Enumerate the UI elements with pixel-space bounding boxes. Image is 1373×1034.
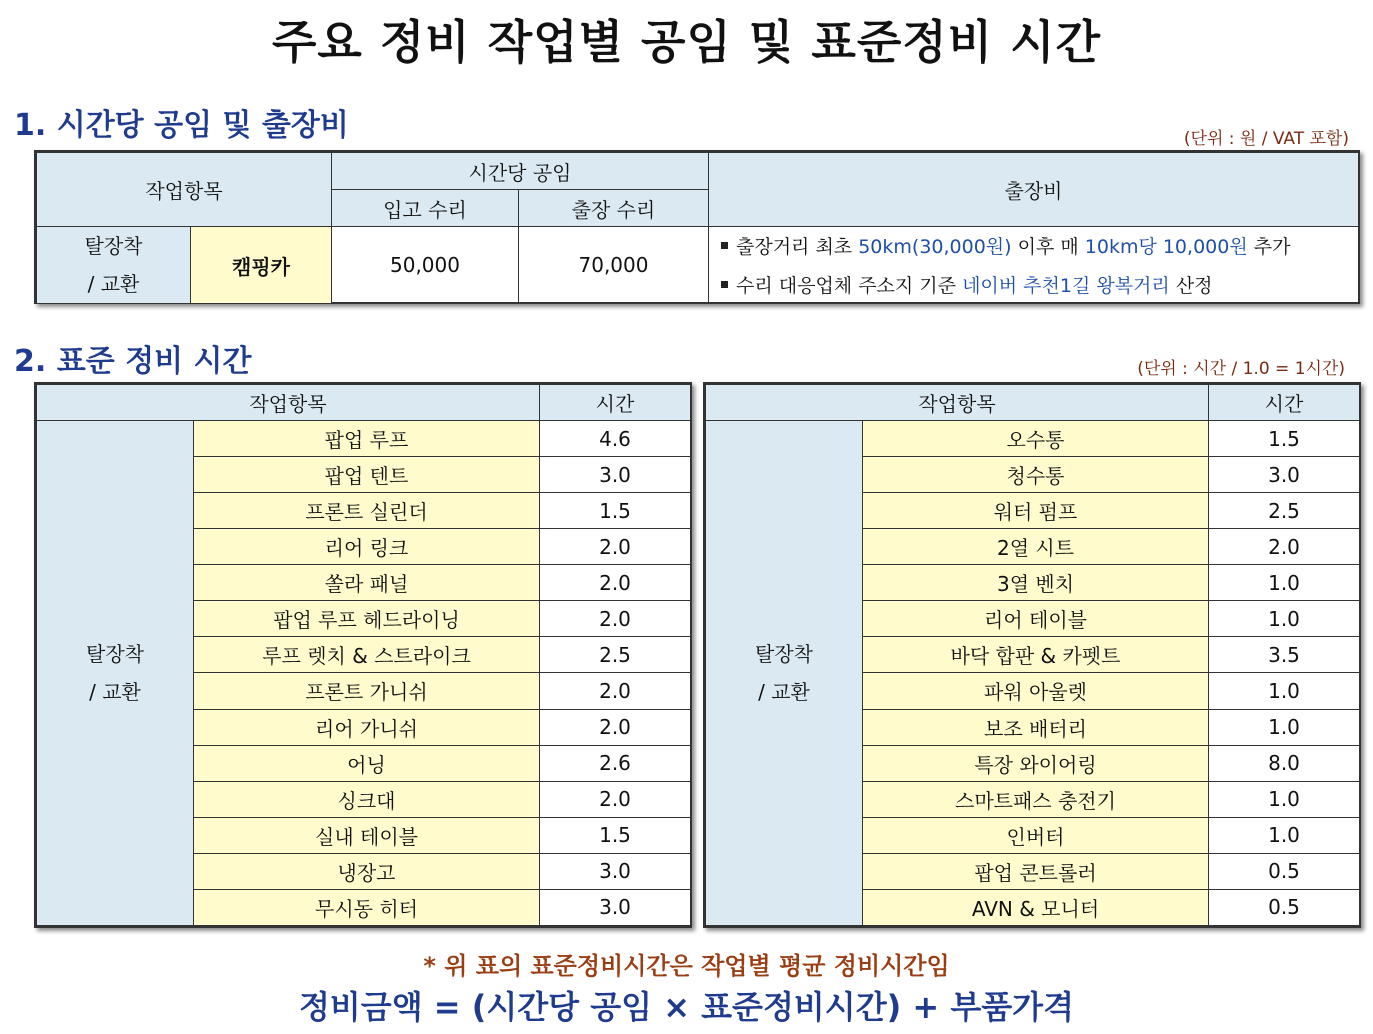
left-category-cell <box>37 421 194 926</box>
work-item-cell: 보조 배터리 <box>863 709 1209 745</box>
work-item-cell: 바닥 합판 & 카펫트 <box>863 637 1209 673</box>
work-item-cell: 팝업 텐트 <box>194 457 540 493</box>
work-item-cell: 3열 벤치 <box>863 565 1209 601</box>
time-cell: 1.0 <box>1209 565 1360 601</box>
bullet-square-icon <box>721 281 728 288</box>
trip-note-1 <box>709 232 1358 259</box>
left-header-work-item: 작업항목 <box>37 385 540 421</box>
header-hourly-labor: 시간당 공임 <box>332 153 709 190</box>
work-item-cell: 인버터 <box>863 817 1209 853</box>
time-cell: 3.5 <box>1209 637 1360 673</box>
work-item-cell: 냉장고 <box>194 853 540 889</box>
category-line2: / 교환 <box>89 680 141 704</box>
labor-rate-table <box>34 150 1360 304</box>
category-line1: 탈장착 <box>86 642 144 666</box>
time-cell: 2.0 <box>540 601 691 637</box>
work-item-cell: 프론트 가니쉬 <box>194 673 540 709</box>
work-item-cell: 팝업 루프 <box>194 421 540 457</box>
standard-time-table-right <box>703 382 1361 928</box>
time-cell: 1.0 <box>1209 673 1360 709</box>
time-cell: 1.0 <box>1209 601 1360 637</box>
work-item-cell: 루프 렛치 & 스트라이크 <box>194 637 540 673</box>
section1-heading: 1. 시간당 공임 및 출장비 <box>14 108 349 143</box>
time-cell: 2.0 <box>540 781 691 817</box>
time-cell: 4.6 <box>540 421 691 457</box>
time-cell: 3.0 <box>540 457 691 493</box>
footnote: * 위 표의 표준정비시간은 작업별 평균 정비시간임 <box>423 952 950 980</box>
note1-highlight-distance: 50km(30,000원) <box>858 236 1012 258</box>
section1-unit: (단위 : 원 / VAT 포함) <box>1183 129 1349 149</box>
time-cell: 2.5 <box>1209 493 1360 529</box>
category-line1: 탈장착 <box>84 234 143 258</box>
time-cell: 1.5 <box>540 817 691 853</box>
time-cell: 2.6 <box>540 745 691 781</box>
right-header-work-item: 작업항목 <box>706 385 1209 421</box>
time-cell: 2.0 <box>540 565 691 601</box>
work-item-cell: 특장 와이어링 <box>863 745 1209 781</box>
category-line2: / 교환 <box>87 272 140 296</box>
time-cell: 2.0 <box>540 673 691 709</box>
trip-fee-notes <box>709 227 1359 304</box>
work-item-cell: 리어 링크 <box>194 529 540 565</box>
table-row <box>706 421 1360 457</box>
time-cell: 3.0 <box>540 889 691 925</box>
in-shop-value: 50,000 <box>332 227 519 304</box>
work-item-cell: 스마트패스 충전기 <box>863 781 1209 817</box>
time-cell: 2.0 <box>540 709 691 745</box>
category-cell <box>37 227 191 304</box>
bullet-square-icon <box>721 242 728 249</box>
trip-note-2 <box>709 271 1358 298</box>
work-item-cell: 쏠라 패널 <box>194 565 540 601</box>
time-cell: 1.5 <box>1209 421 1360 457</box>
cost-formula: 정비금액 = (시간당 공임 × 표준정비시간) + 부품가격 <box>298 988 1074 1026</box>
note2-text-c: 산정 <box>1169 275 1213 297</box>
work-item-cell: 리어 가니쉬 <box>194 709 540 745</box>
work-item-cell: AVN & 모니터 <box>863 889 1209 925</box>
time-cell: 1.0 <box>1209 709 1360 745</box>
work-item-cell: 파워 아울렛 <box>863 673 1209 709</box>
work-item-cell: 2열 시트 <box>863 529 1209 565</box>
on-site-value: 70,000 <box>519 227 709 304</box>
note1-text-c: 이후 매 <box>1011 236 1085 258</box>
header-trip-fee: 출장비 <box>709 153 1359 227</box>
table-row <box>37 421 691 457</box>
work-item-cell: 팝업 콘트롤러 <box>863 853 1209 889</box>
time-cell: 0.5 <box>1209 889 1360 925</box>
work-item-cell: 싱크대 <box>194 781 540 817</box>
note2-text-a: 수리 대응업체 주소지 기준 <box>736 275 963 297</box>
section2-unit: (단위 : 시간 / 1.0 = 1시간) <box>1137 359 1345 379</box>
time-cell: 1.0 <box>1209 781 1360 817</box>
work-item-cell: 어닝 <box>194 745 540 781</box>
time-cell: 2.0 <box>540 529 691 565</box>
time-cell: 3.0 <box>540 853 691 889</box>
section2-heading: 2. 표준 정비 시간 <box>14 344 252 379</box>
time-cell: 1.5 <box>540 493 691 529</box>
category-line2: / 교환 <box>758 680 810 704</box>
header-on-site: 출장 수리 <box>519 190 709 227</box>
header-work-item: 작업항목 <box>37 153 332 227</box>
time-cell: 3.0 <box>1209 457 1360 493</box>
left-header-time: 시간 <box>540 385 691 421</box>
standard-time-table-left <box>34 382 692 928</box>
work-item-cell: 청수통 <box>863 457 1209 493</box>
work-item-cell: 프론트 실린더 <box>194 493 540 529</box>
right-category-cell <box>706 421 863 926</box>
time-cell: 2.5 <box>540 637 691 673</box>
time-cell: 0.5 <box>1209 853 1360 889</box>
work-item-cell: 실내 테이블 <box>194 817 540 853</box>
time-cell: 2.0 <box>1209 529 1360 565</box>
work-item-cell: 워터 펌프 <box>863 493 1209 529</box>
work-item-cell: 팝업 루프 헤드라이닝 <box>194 601 540 637</box>
work-item-cell: 오수통 <box>863 421 1209 457</box>
time-cell: 8.0 <box>1209 745 1360 781</box>
work-item-cell: 무시동 히터 <box>194 889 540 925</box>
note2-highlight-route: 네이버 추천1길 왕복거리 <box>962 275 1170 297</box>
vehicle-cell: 캠핑카 <box>191 227 332 304</box>
header-in-shop: 입고 수리 <box>332 190 519 227</box>
note1-text-e: 추가 <box>1247 236 1291 258</box>
note1-text-a: 출장거리 최초 <box>736 236 859 258</box>
time-cell: 1.0 <box>1209 817 1360 853</box>
right-header-time: 시간 <box>1209 385 1360 421</box>
note1-highlight-rate: 10km당 10,000원 <box>1084 236 1248 258</box>
category-line1: 탈장착 <box>755 642 813 666</box>
page-title: 주요 정비 작업별 공임 및 표준정비 시간 <box>271 15 1102 69</box>
work-item-cell: 리어 테이블 <box>863 601 1209 637</box>
